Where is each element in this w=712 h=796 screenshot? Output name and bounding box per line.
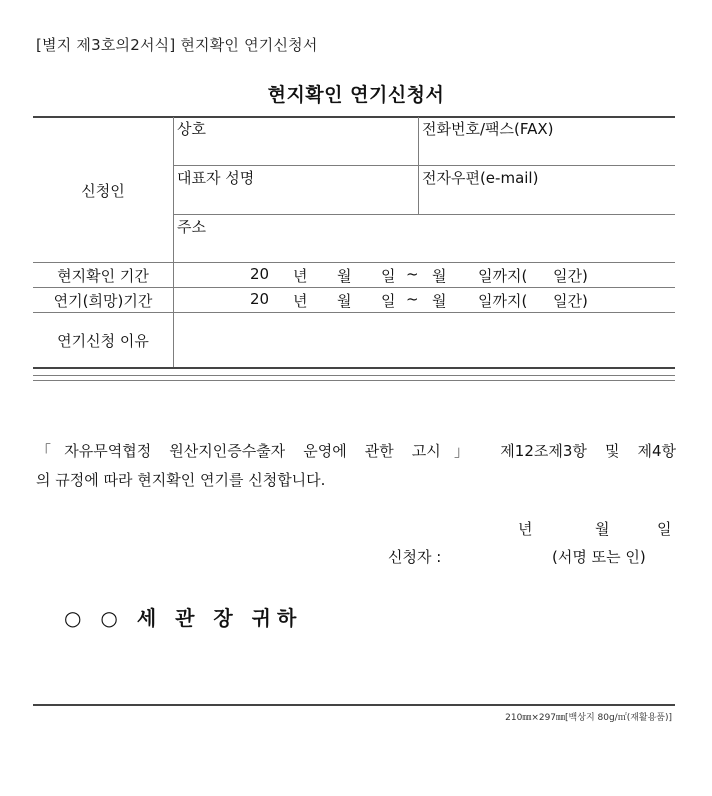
year-prefix: 20	[250, 265, 270, 283]
table-column-divider	[173, 117, 174, 367]
table-rule	[173, 165, 675, 166]
date-month-unit: 월	[595, 520, 610, 538]
inspection-period-value	[0, 265, 712, 285]
table-bottom-border	[33, 367, 675, 369]
representative-name-label: 대표자 성명	[177, 169, 255, 187]
year-unit: 년	[293, 292, 308, 310]
desired-period-label: 연기(희망)기간	[53, 292, 153, 310]
year-prefix: 20	[250, 290, 270, 308]
table-rule	[33, 262, 675, 263]
until-label: 일까지(	[478, 292, 528, 310]
tilde: ~	[406, 265, 419, 283]
table-rule	[33, 312, 675, 313]
until-label: 일까지(	[478, 267, 528, 285]
form-number: [별지 제3호의2서식] 현지확인 연기신청서	[36, 36, 318, 54]
email-label: 전자우편(e-mail)	[422, 169, 539, 187]
statement-line-1: 「자유무역협정 원산지인증수출자 운영에 관한 고시」 제12조제3항 및 제4항	[36, 442, 676, 460]
days-unit: 일간)	[553, 292, 588, 310]
applicant-section-label: 신청인	[81, 182, 125, 200]
date-day-unit: 일	[657, 520, 672, 538]
day-unit: 일	[381, 267, 396, 285]
day-unit: 일	[381, 292, 396, 310]
statement-line-2: 의 규정에 따라 현지확인 연기를 신청합니다.	[36, 471, 326, 489]
tilde: ~	[406, 290, 419, 308]
addressee: ○ ○ 세 관 장 귀하	[64, 606, 303, 630]
table-rule	[33, 287, 675, 288]
year-unit: 년	[293, 267, 308, 285]
desired-period-value	[0, 290, 712, 310]
reason-label: 연기신청 이유	[57, 332, 149, 350]
trade-name-label: 상호	[177, 120, 206, 138]
month-unit: 월	[337, 267, 352, 285]
table-column-divider	[418, 117, 419, 214]
paper-spec-note: 210㎜×297㎜[백상지 80g/㎡(재활용품)]	[505, 713, 672, 723]
inspection-period-label: 현지확인 기간	[57, 267, 149, 285]
document-title: 현지확인 연기신청서	[267, 84, 445, 106]
applicant-signature-label: 신청자 :	[388, 548, 442, 566]
table-top-border	[33, 116, 675, 118]
table-double-rule	[33, 375, 675, 376]
phone-fax-label: 전화번호/팩스(FAX)	[422, 120, 554, 138]
month-unit: 월	[337, 292, 352, 310]
month-unit: 월	[432, 292, 447, 310]
address-label: 주소	[177, 218, 206, 236]
footer-rule	[33, 704, 675, 706]
days-unit: 일간)	[553, 267, 588, 285]
month-unit: 월	[432, 267, 447, 285]
table-rule	[173, 214, 675, 215]
date-year-unit: 년	[518, 520, 533, 538]
signature-hint: (서명 또는 인)	[552, 548, 646, 566]
table-double-rule	[33, 380, 675, 381]
